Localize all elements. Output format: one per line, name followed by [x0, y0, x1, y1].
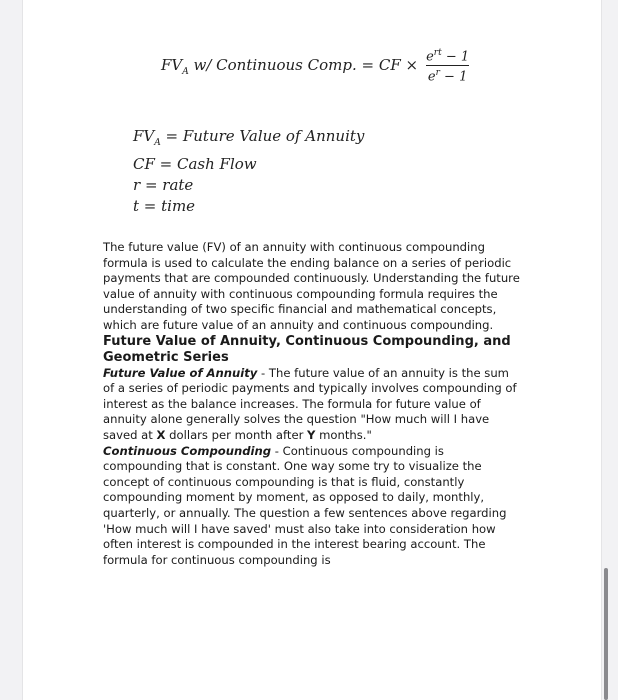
definition-cf: CF = Cash Flow — [133, 155, 257, 173]
fva-paragraph: Future Value of Annuity - The future value of an annuity is the sum of a series of periodic payments and typically involves compounding of interest as the balance increases. The formula for future value of annuity alone generally solves the question "How much will I have saved at X dollars per month after Y months." — [103, 365, 517, 442]
scrollbar-thumb[interactable] — [604, 568, 608, 700]
fv-annuity-continuous-formula — [161, 48, 471, 85]
formula-denominator: $e^r - 1$ — [426, 65, 469, 84]
definition-fva: $FV_A$ = Future Value of Annuity — [133, 127, 365, 148]
document-page — [22, 0, 602, 700]
formula-lhs: $FV_A$ w/ Continuous Comp. = CF × — [161, 55, 419, 77]
intro-paragraph: The future value (FV) of an annuity with continuous compounding formula is used to calculate the ending balance on a series of periodic payments that are compounded continuously. Understanding the future value of annuity with continuous compounding formula requires the understanding of two specific financial and mathematical concepts, which are future value of an annuity and continuous compounding. — [103, 240, 520, 332]
definition-r: r = rate — [133, 176, 194, 194]
formula-numerator: $e^{rt} - 1$ — [426, 48, 470, 65]
vertical-scrollbar[interactable] — [604, 0, 610, 700]
formula-fraction — [424, 48, 471, 85]
definition-t: t = time — [133, 197, 196, 215]
variable-definitions — [133, 126, 364, 217]
section-heading: Future Value of Annuity, Continuous Compounding, and Geometric Series — [103, 333, 511, 365]
continuous-compounding-paragraph: Continuous Compounding - Continuous compounding is compounding that is constant. One way some try to visualize the concept of continuous compounding is that is fluid, constantly compounding moment by moment, as opposed to daily, monthly, quarterly, or annually. The question a few sentences above regarding 'How much will I have saved' must also take into consideration how often interest is compounded in the interest bearing account. The formula for continuous compounding is — [103, 443, 507, 567]
article-body — [103, 240, 523, 568]
